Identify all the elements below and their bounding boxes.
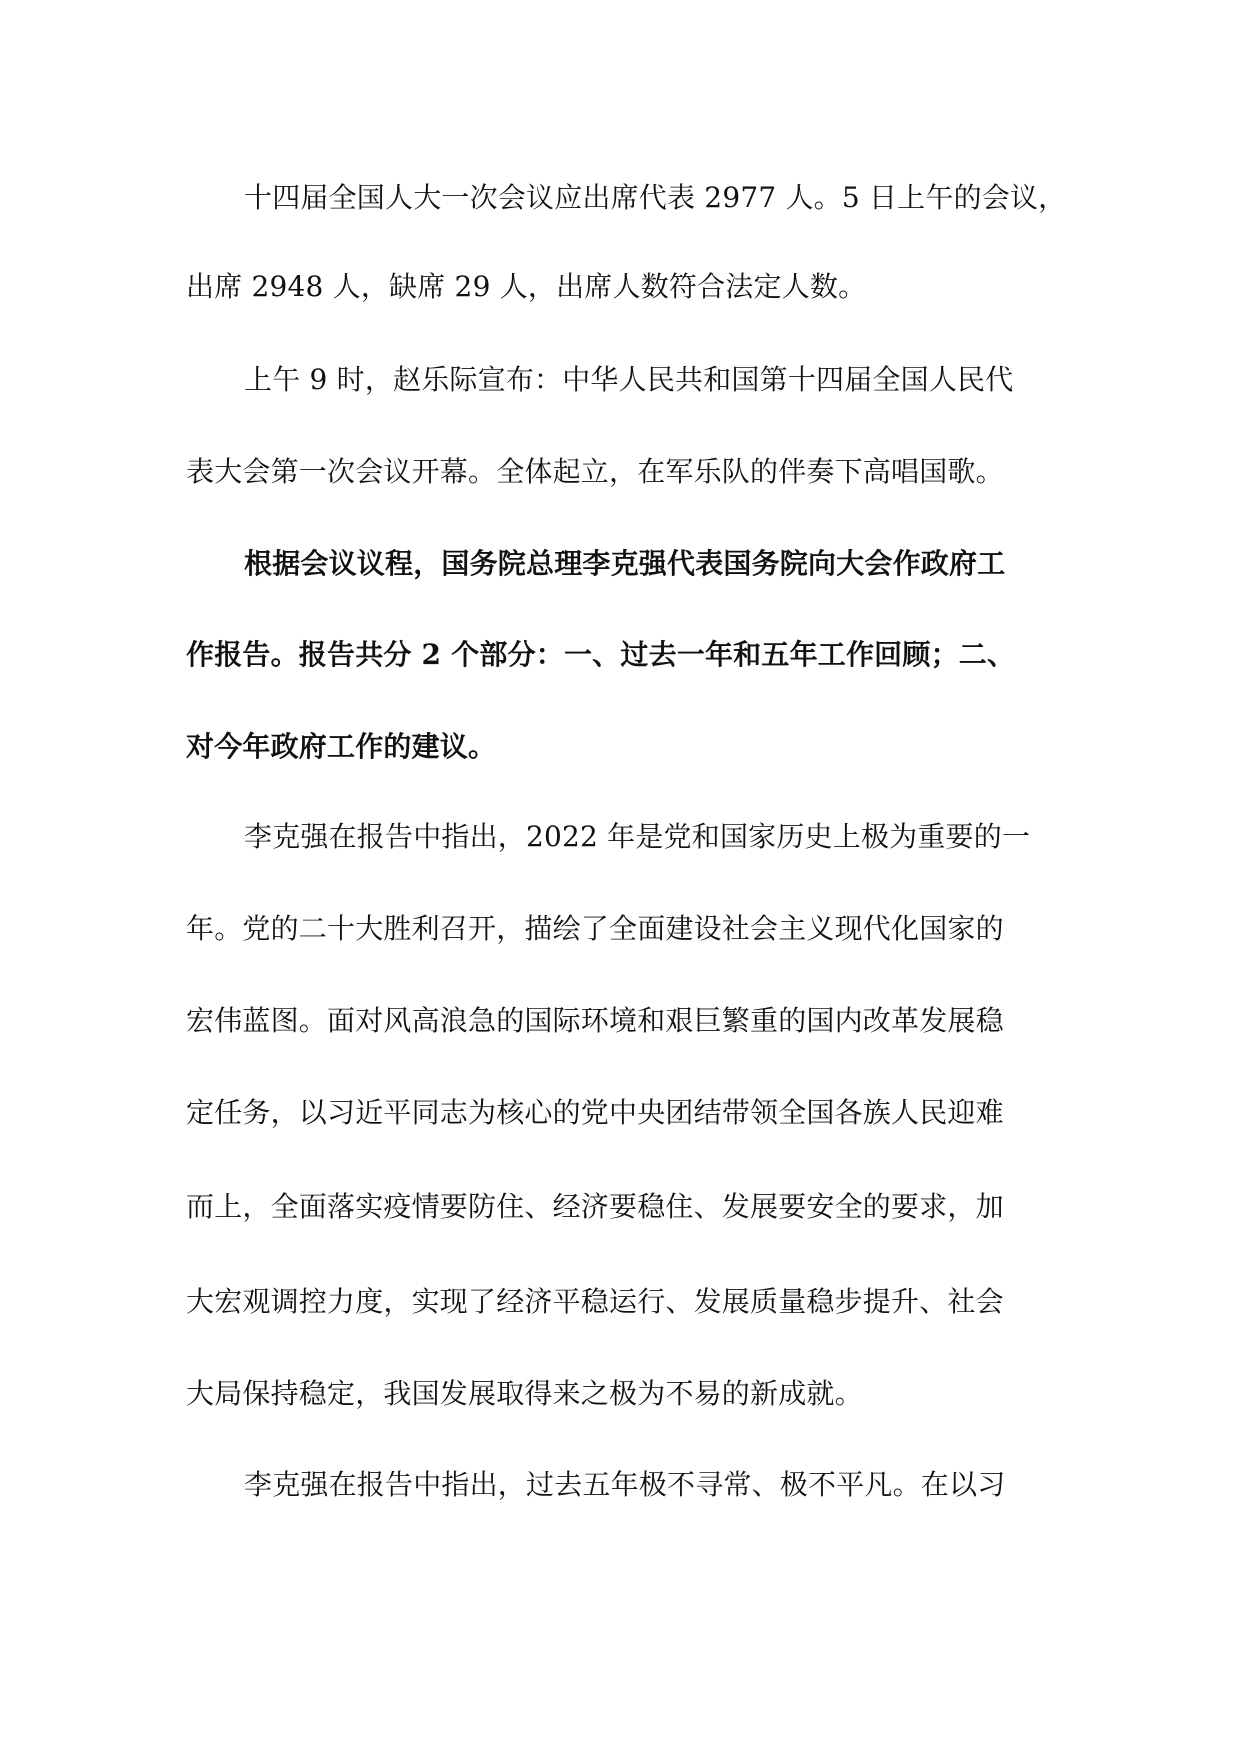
paragraph-1-line-2: 出席 2948 人，缺席 29 人，出席人数符合法定人数。 bbox=[186, 270, 867, 303]
paragraph-2-line-2: 表大会第一次会议开幕。全体起立，在军乐队的伴奏下高唱国歌。 bbox=[186, 455, 1004, 488]
paragraph-4-line-2: 年。党的二十大胜利召开，描绘了全面建设社会主义现代化国家的 bbox=[186, 912, 1004, 945]
paragraph-3-line-3: 对今年政府工作的建议。 bbox=[186, 730, 497, 763]
paragraph-3-line-1: 根据会议议程，国务院总理李克强代表国务院向大会作政府工 bbox=[244, 547, 1006, 580]
paragraph-1-line-1: 十四届全国人大一次会议应出席代表 2977 人。5 日上午的会议， bbox=[244, 181, 1067, 214]
paragraph-4-line-6: 大宏观调控力度，实现了经济平稳运行、发展质量稳步提升、社会 bbox=[186, 1285, 1004, 1318]
paragraph-4-line-5: 而上，全面落实疫情要防住、经济要稳住、发展要安全的要求，加 bbox=[186, 1190, 1004, 1223]
paragraph-4-line-1: 李克强在报告中指出，2022 年是党和国家历史上极为重要的一 bbox=[244, 820, 1031, 853]
paragraph-4-line-7: 大局保持稳定，我国发展取得来之极为不易的新成就。 bbox=[186, 1377, 863, 1410]
paragraph-3-line-2: 作报告。报告共分 2 个部分：一、过去一年和五年工作回顾；二、 bbox=[186, 638, 1016, 671]
paragraph-2-line-1: 上午 9 时，赵乐际宣布：中华人民共和国第十四届全国人民代 bbox=[244, 363, 1014, 396]
paragraph-4-line-4: 定任务，以习近平同志为核心的党中央团结带领全国各族人民迎难 bbox=[186, 1096, 1004, 1129]
paragraph-5-line-1: 李克强在报告中指出，过去五年极不寻常、极不平凡。在以习 bbox=[244, 1468, 1006, 1501]
paragraph-4-line-3: 宏伟蓝图。面对风高浪急的国际环境和艰巨繁重的国内改革发展稳 bbox=[186, 1004, 1004, 1037]
